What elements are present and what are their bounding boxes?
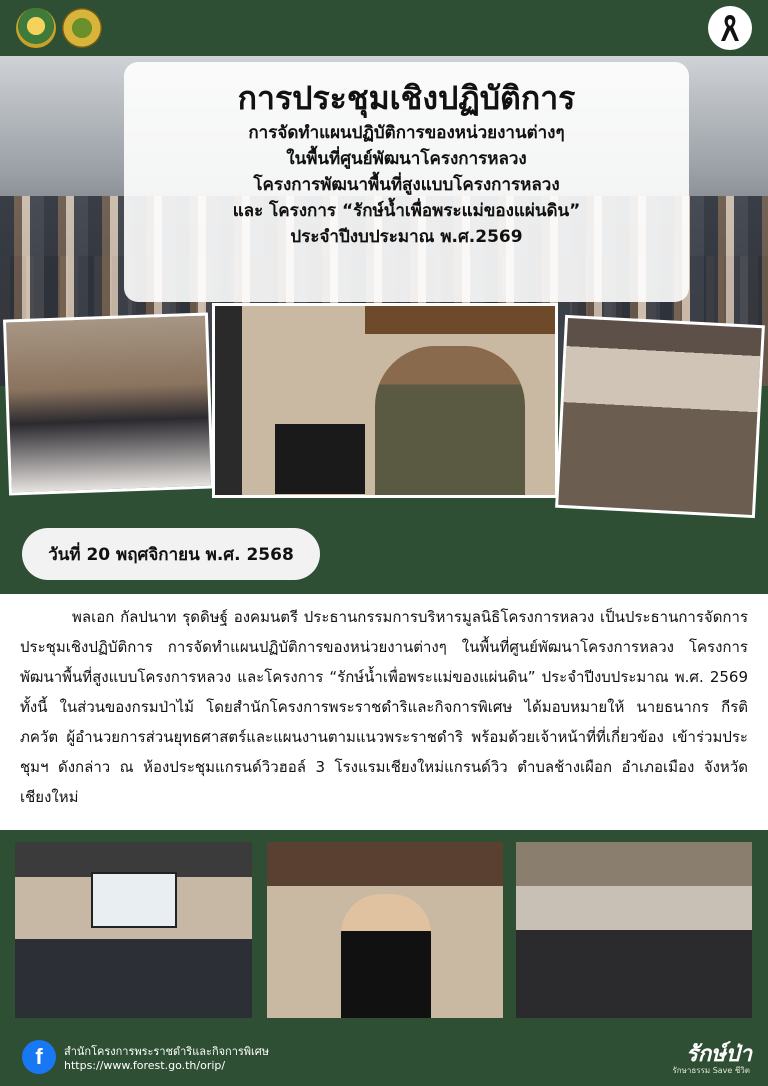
top-bar xyxy=(0,0,768,56)
presenter-figure xyxy=(341,894,431,1018)
article-body xyxy=(0,594,768,830)
speaker-figure xyxy=(375,346,525,498)
article-paragraph: พลเอก กัลปนาท รุดดิษฐ์ องคมนตรี ประธานกรรมการบริหารมูลนิธิโครงการหลวง เป็นประธานการจัดการประชุมเชิงปฏิบัติการ การจัดทำแผนปฏิบัติการของหน่วยงานต่างๆ ในพื้นที่ศูนย์พัฒนาโครงการหลวง โครงการพัฒนาพื้นที่สูงแบบโครงการหลวง และโครงการ “รักษ์น้ำเพื่อพระแม่ของแผ่นดิน” ประจำปีงบประมาณ พ.ศ. 2569 ทั้งนี้ ในส่วนของกรมป่าไม้ โดยสำนักโครงการพระราชดำริและกิจการพิเศษ ได้มอบหมายให้ นายธนากร กีรติภควัต ผู้อำนวยการส่วนยุทธศาสตร์และแผนงานตามแนวพระราชดำริ พร้อมด้วยเจ้าหน้าที่ที่เกี่ยวข้อง เข้าร่วมประชุมฯ ดังกล่าว ณ ห้องประชุมแกรนด์วิวฮอล์ 3 โรงแรมเชียงใหม่แกรนด์วิว ตำบลช้างเผือก อำเภอเมือง จังหวัดเชียงใหม่ xyxy=(20,608,748,806)
footer-url-link[interactable]: https://www.forest.go.th/orip/ xyxy=(64,1059,226,1072)
subtitle-line: ในพื้นที่ศูนย์พัฒนาโครงการหลวง xyxy=(286,149,527,169)
black-ribbon-icon xyxy=(708,6,752,50)
photo-presentation-screen xyxy=(15,842,252,1018)
black-ribbon-shape xyxy=(718,13,742,43)
event-date-badge: วันที่ 20 พฤศจิกายน พ.ศ. 2568 xyxy=(22,528,320,580)
subtitle-line: และ โครงการ “รักษ์น้ำเพื่อพระแม่ของแผ่นดิน” xyxy=(232,201,581,221)
photo-presenter xyxy=(267,842,503,1018)
subtitle-line: โครงการพัฒนาพื้นที่สูงแบบโครงการหลวง xyxy=(253,175,560,195)
photo-speaker-center xyxy=(212,303,558,498)
subtitle-line: ประจำปีงบประมาณ พ.ศ.2569 xyxy=(290,227,523,247)
page-title: การประชุมเชิงปฏิบัติการ xyxy=(237,79,576,117)
laptop xyxy=(275,424,365,494)
footer-org-name: สำนักโครงการพระราชดำริและกิจการพิเศษ xyxy=(64,1045,270,1058)
photo-hall-right xyxy=(555,315,765,518)
campaign-logo: รักษ์ป่า xyxy=(686,1042,752,1067)
photo-participants xyxy=(516,842,752,1018)
venue-sign xyxy=(365,306,558,334)
subtitle-line: การจัดทำแผนปฏิบัติการของหน่วยงานต่างๆ xyxy=(248,123,565,143)
projector-screen xyxy=(91,872,177,928)
forest-department-logo xyxy=(62,8,102,48)
photo-attendees-left xyxy=(3,312,214,495)
royal-emblem-logo xyxy=(16,8,56,48)
facebook-icon[interactable]: f xyxy=(22,1040,56,1074)
title-card xyxy=(124,62,689,302)
campaign-logo-tagline: รักษาธรรม Save ชีวิต xyxy=(672,1066,750,1075)
